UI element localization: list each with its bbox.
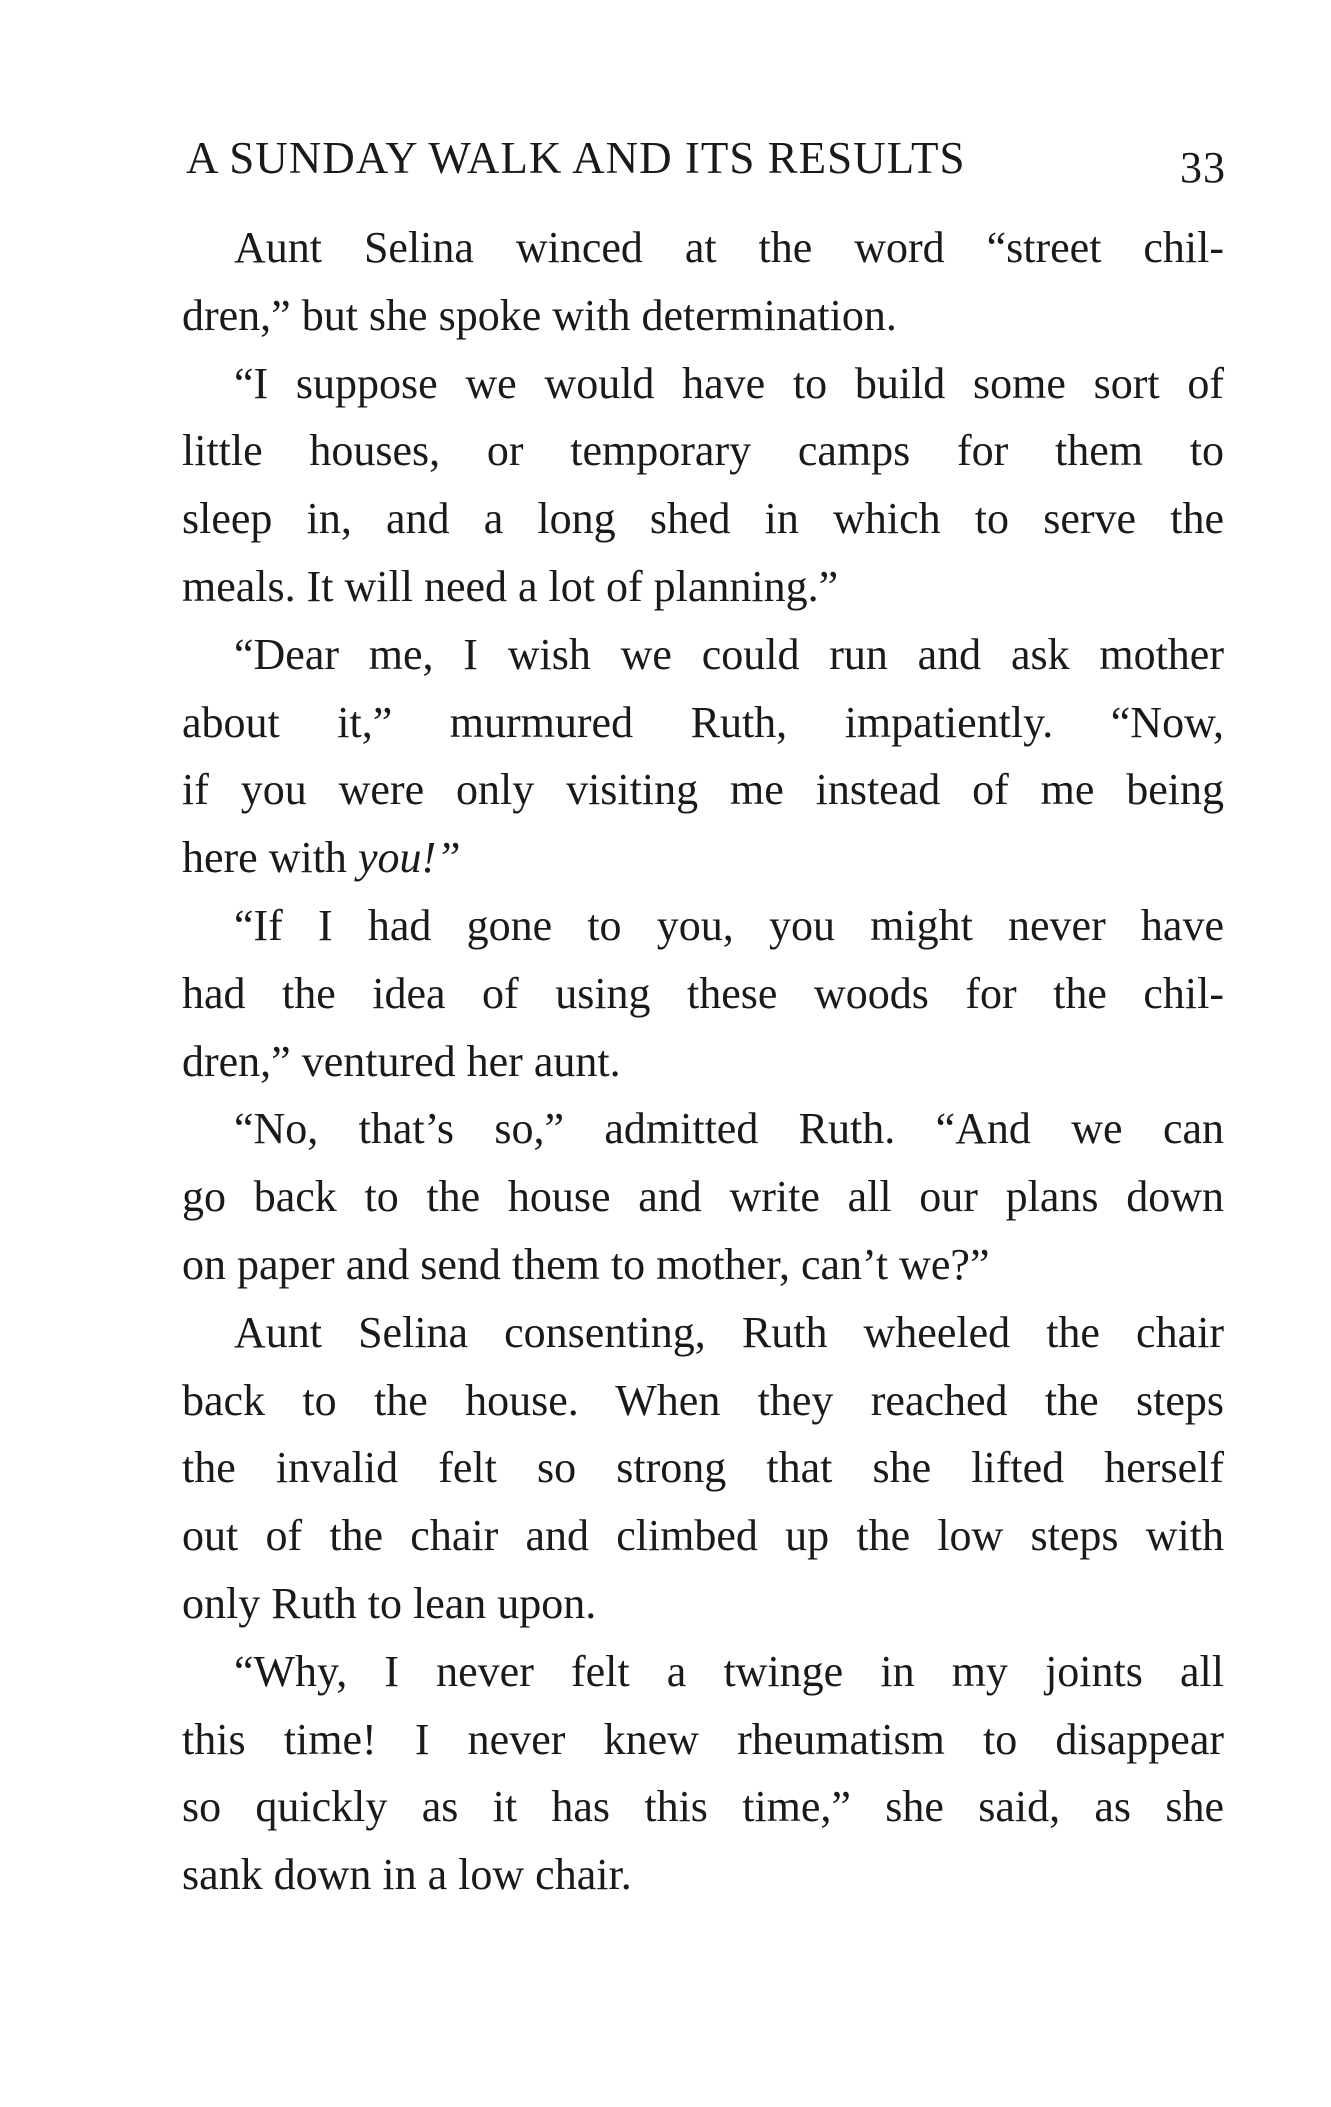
text-line: out of the chair and climbed up the low steps with [182,1511,1224,1561]
text-line: little houses, or temporary camps for them to [182,426,1224,476]
text-line: only Ruth to lean upon. [182,1578,597,1628]
text-line [182,824,1224,892]
text-line: so quickly as it has this time,” she said, as she [182,1782,1224,1832]
text-line: about it,” murmured Ruth, impatiently. “Now, [182,697,1224,747]
running-head [186,128,1226,192]
text-line: sleep in, and a long shed in which to serve the [182,494,1224,544]
text-line: go back to the house and write all our plans down [182,1172,1224,1222]
text-line: on paper and send them to mother, can’t we?” [182,1239,990,1289]
text-line: “No, that’s so,” admitted Ruth. “And we can [234,1104,1224,1154]
text-line: back to the house. When they reached the steps [182,1375,1224,1425]
text-line: Aunt Selina consenting, Ruth wheeled the chair [234,1307,1224,1357]
text-line: dren,” ventured her aunt. [182,1036,621,1086]
text-line: if you were only visiting me instead of me being [182,765,1224,815]
body-text [182,214,1224,1909]
text-line: “I suppose we would have to build some sort of [234,358,1224,408]
text-line: meals. It will need a lot of planning.” [182,561,839,611]
page-number: 33 [1180,143,1226,192]
text-line: the invalid felt so strong that she lifted herself [182,1443,1224,1493]
text-line: sank down in a low chair. [182,1850,632,1900]
text-line: this time! I never knew rheumatism to disappear [182,1714,1224,1764]
text-line: dren,” but she spoke with determination. [182,290,897,340]
italic-emphasis: you!” [357,833,461,883]
text-line: Aunt Selina winced at the word “street chil- [234,223,1224,272]
text-line: had the idea of using these woods for the chil- [182,968,1224,1018]
text-line: “Dear me, I wish we could run and ask mother [234,629,1224,679]
text-line: “Why, I never felt a twinge in my joints all [234,1646,1224,1696]
text-segment: here with [182,833,358,883]
running-title: A SUNDAY WALK AND ITS RESULTS [186,133,966,183]
text-line: “If I had gone to you, you might never have [234,900,1224,950]
